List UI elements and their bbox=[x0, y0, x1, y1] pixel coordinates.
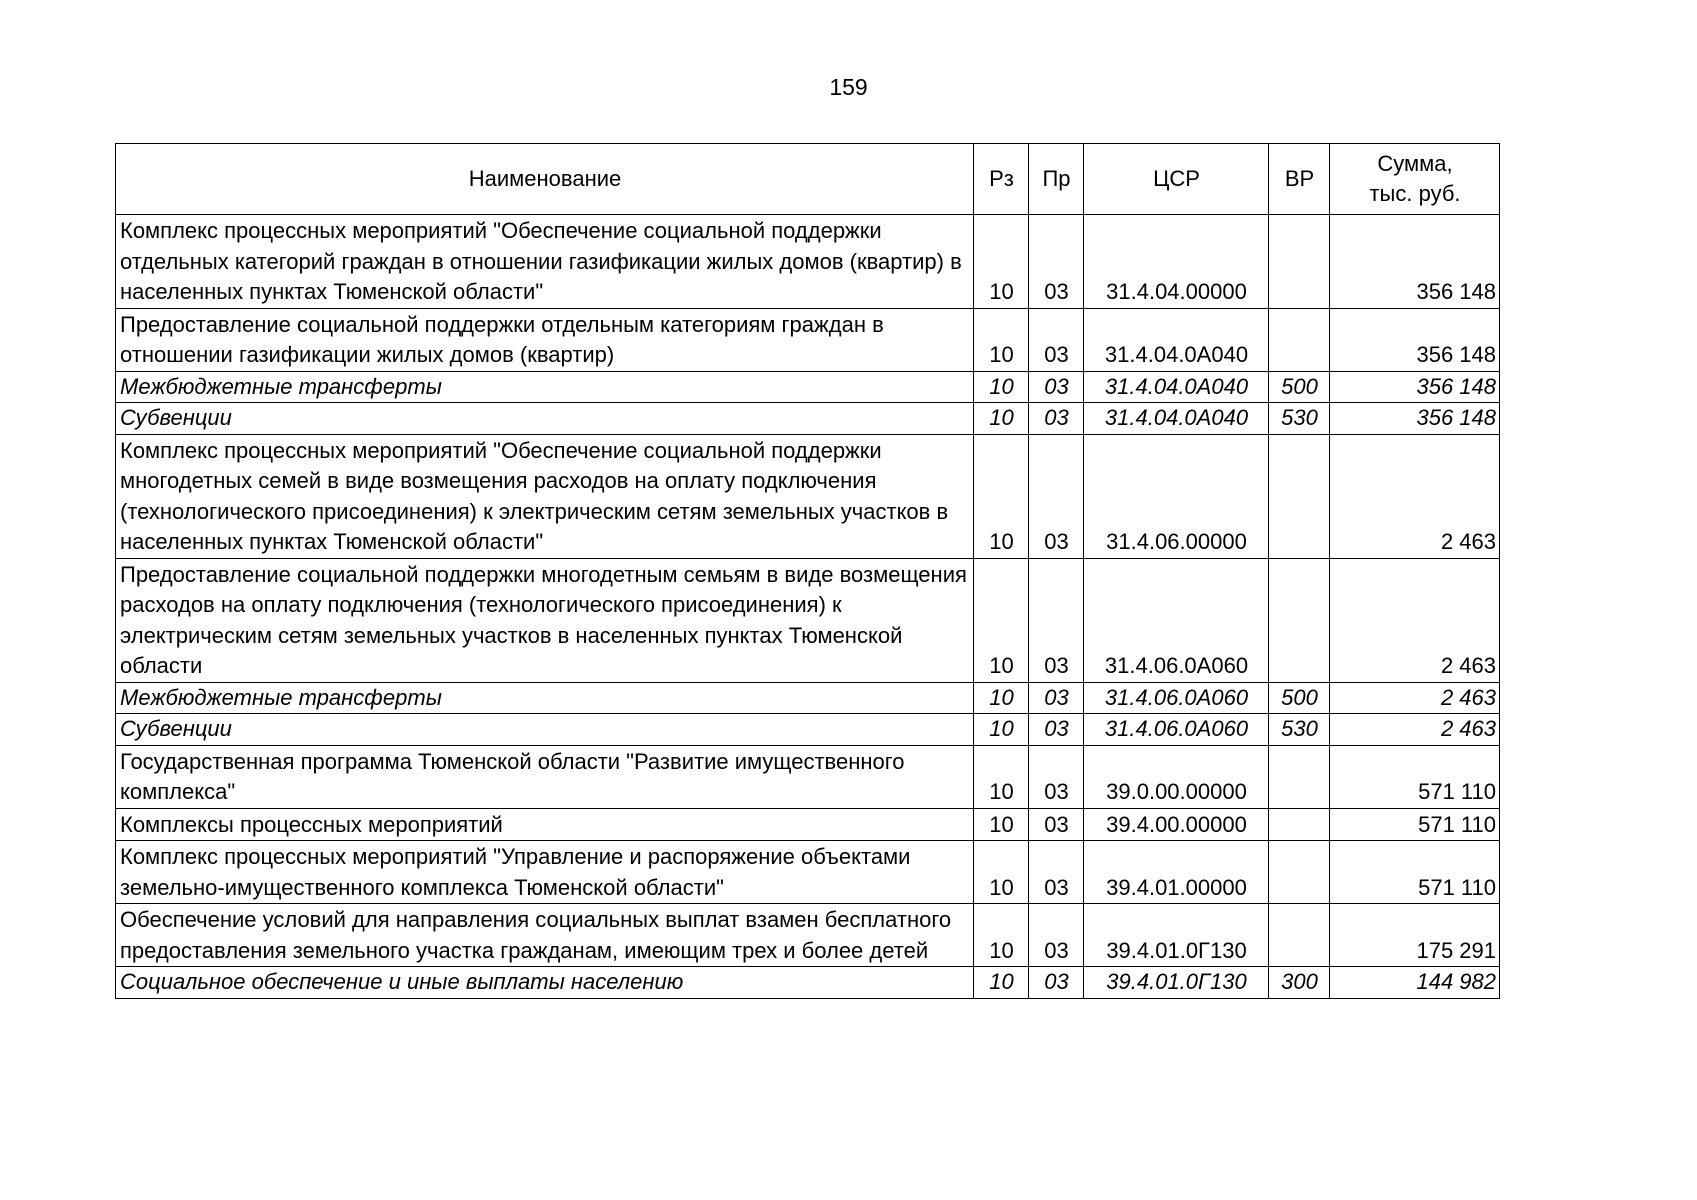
cell-pr: 03 bbox=[1029, 904, 1084, 967]
cell-csr: 31.4.06.0А060 bbox=[1084, 682, 1269, 714]
cell-vr bbox=[1269, 308, 1330, 371]
table-row bbox=[116, 558, 1500, 682]
table-row bbox=[116, 808, 1500, 841]
table-row bbox=[116, 434, 1500, 558]
cell-rz: 10 bbox=[974, 215, 1029, 309]
cell-vr bbox=[1269, 558, 1330, 682]
cell-name: Предоставление социальной поддержки многодетным семьям в виде возмещения расходов на оплату подключения (технологического присоединения) к электрическим сетям земельных участков в населенных пунктах Тюменской области bbox=[116, 558, 974, 682]
cell-sum: 571 110 bbox=[1330, 808, 1500, 841]
header-vr: ВР bbox=[1269, 144, 1330, 215]
cell-name: Субвенции bbox=[116, 714, 974, 746]
cell-pr: 03 bbox=[1029, 808, 1084, 841]
header-name: Наименование bbox=[116, 144, 974, 215]
header-rz: Рз bbox=[974, 144, 1029, 215]
cell-sum: 2 463 bbox=[1330, 714, 1500, 746]
table-row bbox=[116, 371, 1500, 403]
cell-pr: 03 bbox=[1029, 215, 1084, 309]
cell-rz: 10 bbox=[974, 682, 1029, 714]
table-body bbox=[116, 215, 1500, 999]
cell-pr: 03 bbox=[1029, 558, 1084, 682]
cell-name: Комплекс процессных мероприятий "Управление и распоряжение объектами земельно-имущественного комплекса Тюменской области" bbox=[116, 841, 974, 904]
table-row bbox=[116, 714, 1500, 746]
table-row bbox=[116, 682, 1500, 714]
cell-name: Социальное обеспечение и иные выплаты населению bbox=[116, 967, 974, 999]
cell-sum: 2 463 bbox=[1330, 682, 1500, 714]
cell-pr: 03 bbox=[1029, 434, 1084, 558]
cell-name: Комплекс процессных мероприятий "Обеспечение социальной поддержки отдельных категорий граждан в отношении газификации жилых домов (квартир) в населенных пунктах Тюменской области" bbox=[116, 215, 974, 309]
cell-pr: 03 bbox=[1029, 682, 1084, 714]
cell-name: Государственная программа Тюменской области "Развитие имущественного комплекса" bbox=[116, 745, 974, 808]
cell-vr bbox=[1269, 434, 1330, 558]
cell-csr: 31.4.04.0А040 bbox=[1084, 308, 1269, 371]
table-row bbox=[116, 967, 1500, 999]
cell-sum: 356 148 bbox=[1330, 308, 1500, 371]
cell-pr: 03 bbox=[1029, 371, 1084, 403]
cell-vr bbox=[1269, 215, 1330, 309]
cell-csr: 31.4.04.00000 bbox=[1084, 215, 1269, 309]
table-row bbox=[116, 904, 1500, 967]
cell-vr: 300 bbox=[1269, 967, 1330, 999]
cell-sum: 356 148 bbox=[1330, 371, 1500, 403]
cell-vr: 500 bbox=[1269, 682, 1330, 714]
cell-csr: 31.4.04.0А040 bbox=[1084, 371, 1269, 403]
budget-table bbox=[115, 143, 1500, 999]
cell-vr: 530 bbox=[1269, 403, 1330, 435]
cell-vr bbox=[1269, 808, 1330, 841]
cell-csr: 31.4.04.0А040 bbox=[1084, 403, 1269, 435]
cell-name: Субвенции bbox=[116, 403, 974, 435]
cell-csr: 39.0.00.00000 bbox=[1084, 745, 1269, 808]
cell-csr: 31.4.06.0А060 bbox=[1084, 714, 1269, 746]
cell-rz: 10 bbox=[974, 904, 1029, 967]
cell-rz: 10 bbox=[974, 841, 1029, 904]
cell-sum: 2 463 bbox=[1330, 558, 1500, 682]
cell-csr: 31.4.06.0А060 bbox=[1084, 558, 1269, 682]
cell-csr: 39.4.00.00000 bbox=[1084, 808, 1269, 841]
cell-sum: 356 148 bbox=[1330, 403, 1500, 435]
cell-sum: 571 110 bbox=[1330, 745, 1500, 808]
cell-vr bbox=[1269, 745, 1330, 808]
cell-rz: 10 bbox=[974, 308, 1029, 371]
cell-rz: 10 bbox=[974, 808, 1029, 841]
table-row bbox=[116, 841, 1500, 904]
cell-pr: 03 bbox=[1029, 714, 1084, 746]
page-number: 159 bbox=[829, 74, 868, 100]
cell-vr bbox=[1269, 904, 1330, 967]
cell-rz: 10 bbox=[974, 745, 1029, 808]
header-csr: ЦСР bbox=[1084, 144, 1269, 215]
cell-rz: 10 bbox=[974, 403, 1029, 435]
cell-sum: 144 982 bbox=[1330, 967, 1500, 999]
cell-name: Комплекс процессных мероприятий "Обеспечение социальной поддержки многодетных семей в виде возмещения расходов на оплату подключения (технологического присоединения) к электрическим сетям земельных участков в населенных пунктах Тюменской области" bbox=[116, 434, 974, 558]
cell-csr: 31.4.06.00000 bbox=[1084, 434, 1269, 558]
cell-name: Предоставление социальной поддержки отдельным категориям граждан в отношении газификации жилых домов (квартир) bbox=[116, 308, 974, 371]
cell-pr: 03 bbox=[1029, 745, 1084, 808]
table-header-row bbox=[116, 144, 1500, 215]
cell-vr bbox=[1269, 841, 1330, 904]
cell-sum: 571 110 bbox=[1330, 841, 1500, 904]
cell-rz: 10 bbox=[974, 434, 1029, 558]
cell-sum: 175 291 bbox=[1330, 904, 1500, 967]
header-sum: Сумма, тыс. руб. bbox=[1330, 144, 1500, 215]
cell-pr: 03 bbox=[1029, 967, 1084, 999]
cell-csr: 39.4.01.0Г130 bbox=[1084, 967, 1269, 999]
cell-rz: 10 bbox=[974, 371, 1029, 403]
table-row bbox=[116, 745, 1500, 808]
table-row bbox=[116, 308, 1500, 371]
cell-name: Комплексы процессных мероприятий bbox=[116, 808, 974, 841]
cell-vr: 500 bbox=[1269, 371, 1330, 403]
cell-rz: 10 bbox=[974, 967, 1029, 999]
cell-pr: 03 bbox=[1029, 308, 1084, 371]
cell-sum: 2 463 bbox=[1330, 434, 1500, 558]
table-row bbox=[116, 403, 1500, 435]
table-row bbox=[116, 215, 1500, 309]
cell-pr: 03 bbox=[1029, 403, 1084, 435]
cell-sum: 356 148 bbox=[1330, 215, 1500, 309]
cell-rz: 10 bbox=[974, 714, 1029, 746]
cell-name: Обеспечение условий для направления социальных выплат взамен бесплатного предоставления земельного участка гражданам, имеющим трех и более детей bbox=[116, 904, 974, 967]
cell-rz: 10 bbox=[974, 558, 1029, 682]
cell-vr: 530 bbox=[1269, 714, 1330, 746]
cell-csr: 39.4.01.00000 bbox=[1084, 841, 1269, 904]
cell-csr: 39.4.01.0Г130 bbox=[1084, 904, 1269, 967]
cell-pr: 03 bbox=[1029, 841, 1084, 904]
cell-name: Межбюджетные трансферты bbox=[116, 682, 974, 714]
header-pr: Пр bbox=[1029, 144, 1084, 215]
cell-name: Межбюджетные трансферты bbox=[116, 371, 974, 403]
